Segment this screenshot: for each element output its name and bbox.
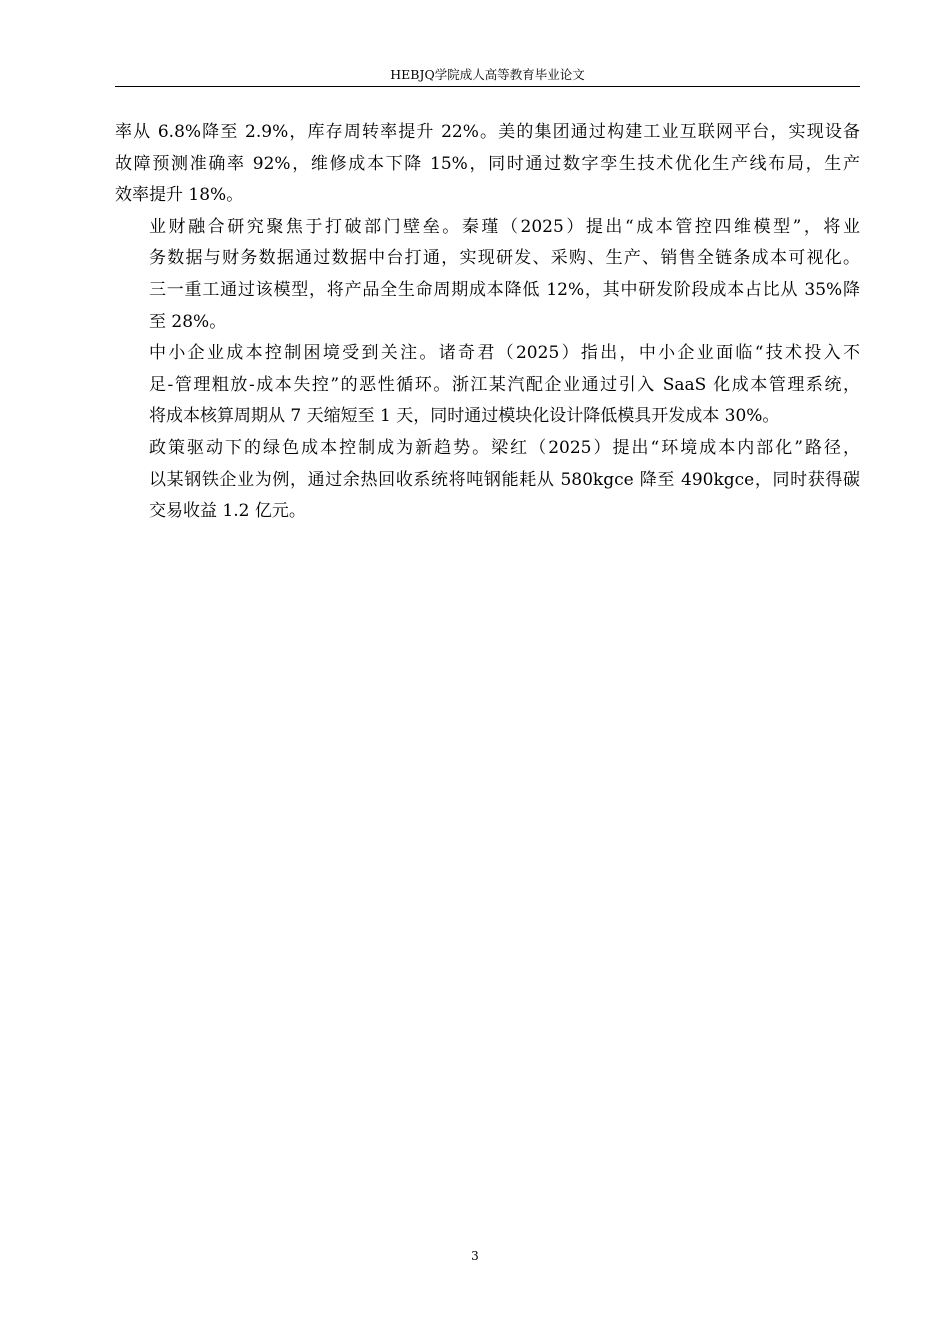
- paragraph-continuation: [115, 117, 860, 212]
- text-line: 政策驱动下的绿色成本控制成为新趋势。梁红（2025）提出“环境成本内部化”路径，: [149, 437, 860, 458]
- text-line: 以某钢铁企业为例，通过余热回收系统将吨钢能耗从 580kgce 降至 490kgce，同时获得碳: [149, 469, 860, 490]
- page-number: 3: [471, 1249, 479, 1263]
- text-line: 至 28%。: [149, 311, 227, 332]
- text-line: 效率提升 18%。: [115, 185, 244, 206]
- text-line: 将成本核算周期从 7 天缩短至 1 天，同时通过模块化设计降低模具开发成本 30%。: [149, 406, 780, 427]
- text-line: 交易收益 1.2 亿元。: [149, 501, 306, 522]
- running-header: HEBJQ学院成人高等教育毕业论文: [115, 64, 860, 87]
- paragraph-green-cost-control: [115, 433, 860, 528]
- text-line: 足-管理粗放-成本失控”的恶性循环。浙江某汽配企业通过引入 SaaS 化成本管理系统，: [149, 374, 860, 395]
- paragraph-sme-cost-control: [115, 338, 860, 433]
- text-line: 率从 6.8%降至 2.9%，库存周转率提升 22%。美的集团通过构建工业互联网平台，实现设备: [115, 122, 860, 142]
- text-line: 务数据与财务数据通过数据中台打通，实现研发、采购、生产、销售全链条成本可视化。: [149, 248, 860, 269]
- text-line: 故障预测准确率 92%，维修成本下降 15%，同时通过数字孪生技术优化生产线布局，生产: [115, 153, 860, 174]
- text-line: 中小企业成本控制困境受到关注。诸奇君（2025）指出，中小企业面临“技术投入不: [149, 343, 860, 364]
- text-line: 业财融合研究聚焦于打破部门壁垒。秦瑾（2025）提出“成本管控四维模型”，将业: [149, 216, 860, 237]
- text-line: 三一重工通过该模型，将产品全生命周期成本降低 12%，其中研发阶段成本占比从 35%降: [149, 279, 860, 300]
- body-text: [115, 117, 860, 528]
- paragraph-business-finance-integration: [115, 212, 860, 338]
